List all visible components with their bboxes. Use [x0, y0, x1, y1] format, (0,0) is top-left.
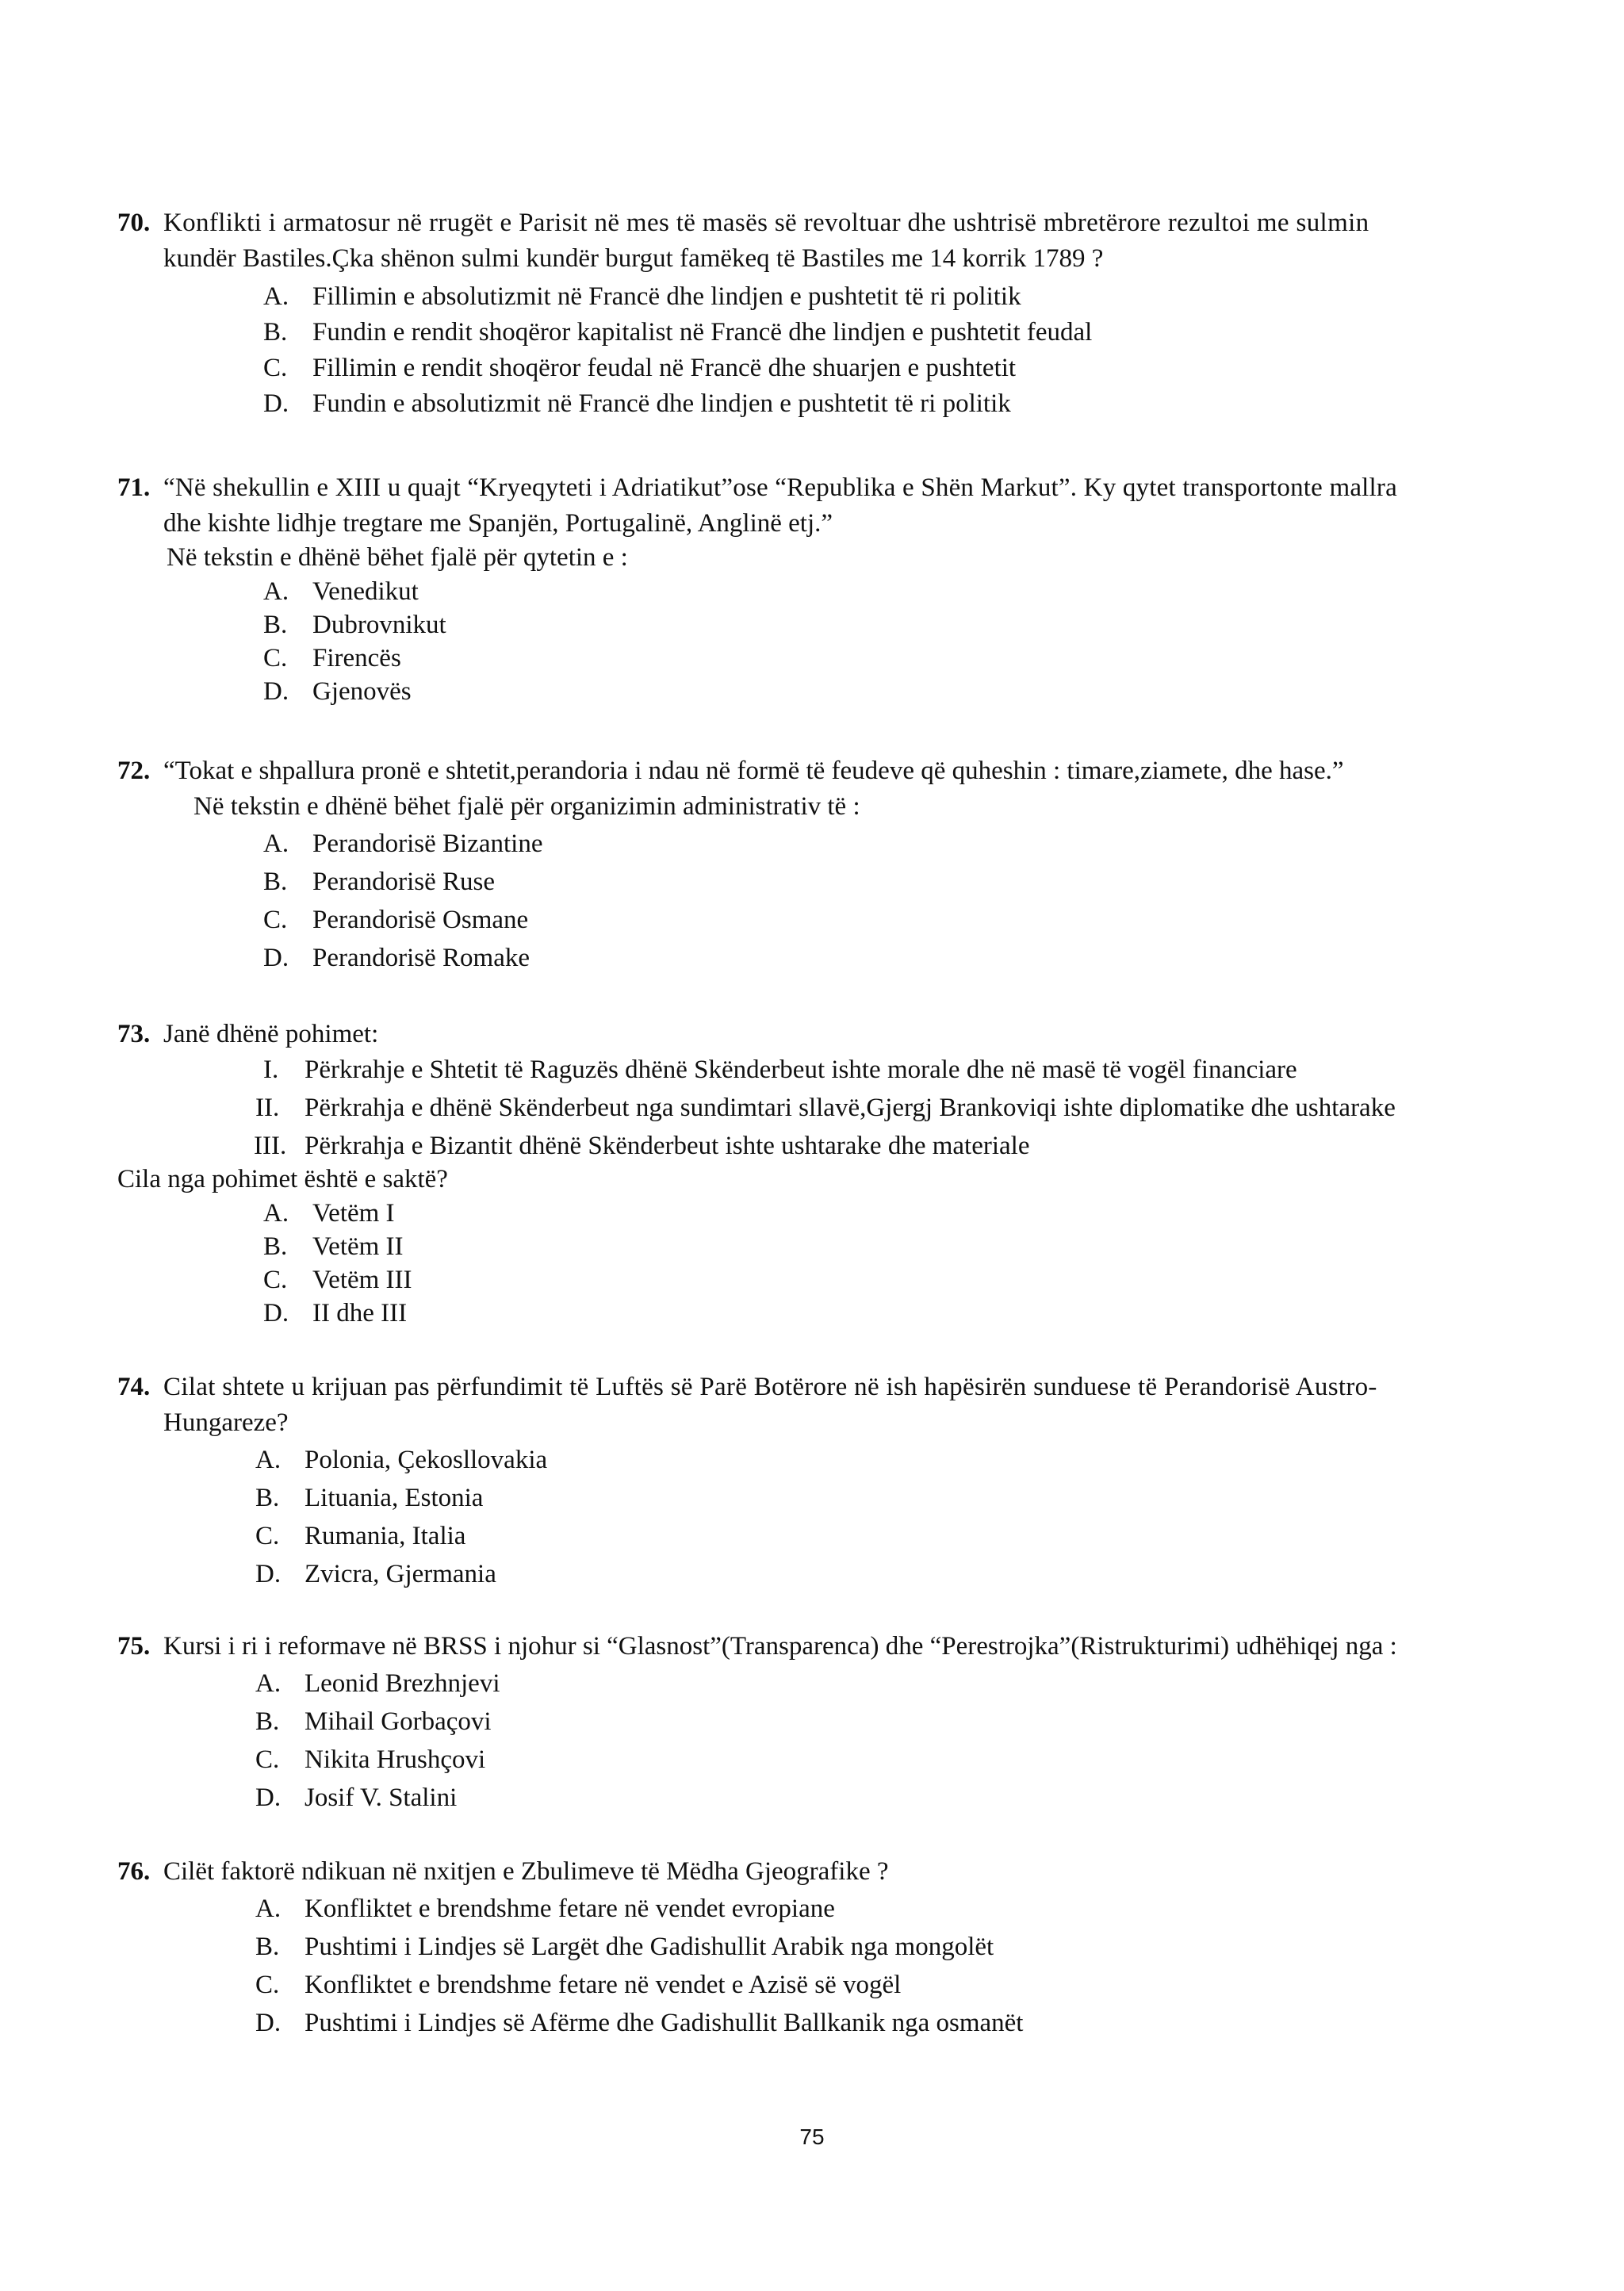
option-text: Perandorisë Romake: [312, 944, 530, 972]
option-b[interactable]: [263, 864, 1525, 902]
option-text: Mihail Gorbaçovi: [304, 1707, 492, 1736]
question-number: 76.: [117, 1857, 151, 1886]
option-text: Perandorisë Bizantine: [312, 829, 543, 858]
options-list: [117, 1196, 1525, 1329]
statement-text: Përkrahje e Shtetit të Raguzës dhënë Skënderbeut ishte morale dhe në masë të vogël financiare: [304, 1055, 1297, 1084]
option-letter: D.: [263, 677, 289, 706]
page-number: 75: [799, 2124, 825, 2149]
question-number: 75.: [117, 1632, 151, 1661]
option-letter: C.: [263, 644, 288, 672]
option-c[interactable]: [263, 351, 1525, 386]
option-letter: B.: [263, 318, 288, 347]
option-d[interactable]: [263, 1296, 1525, 1329]
question-73: [117, 1017, 1525, 1329]
option-b[interactable]: [263, 1229, 1525, 1262]
option-a[interactable]: [263, 574, 1525, 607]
question-text-line: Cilat shtete u krijuan pas përfundimit të Luftës së Parë Botërore në ish hapësirën sunduese të Perandorisë Austro-: [163, 1373, 1377, 1401]
option-c[interactable]: [263, 641, 1525, 674]
statement-text: Përkrahja e dhënë Skënderbeut nga sundimtari sllavë,Gjergj Brankoviqi ishte diplomatike dhe ushtarake: [304, 1094, 1396, 1122]
option-text: Konfliktet e brendshme fetare në vendet evropiane: [304, 1894, 835, 1923]
option-text: Josif V. Stalini: [304, 1783, 458, 1812]
option-b[interactable]: [255, 1929, 1525, 1967]
option-text: Pushtimi i Lindjes së Afërme dhe Gadishullit Ballkanik nga osmanët: [304, 2009, 1024, 2037]
option-letter: B.: [263, 611, 288, 639]
option-a[interactable]: [263, 279, 1525, 315]
option-letter: B.: [255, 1484, 280, 1512]
option-c[interactable]: [263, 902, 1525, 941]
options-list: [117, 826, 1525, 979]
option-text: Fillimin e absolutizmit në Francë dhe lindjen e pushtetit të ri politik: [312, 282, 1021, 311]
question-number: 74.: [117, 1373, 151, 1401]
option-text: Gjenovës: [312, 677, 412, 706]
option-c[interactable]: [255, 1519, 1525, 1557]
option-text: Perandorisë Ruse: [312, 868, 496, 896]
option-letter: A.: [255, 1894, 282, 1923]
option-letter: D.: [263, 944, 289, 972]
option-letter: D.: [263, 1299, 289, 1327]
question-prompt: Në tekstin e dhënë bëhet fjalë për organizimin administrativ të :: [193, 792, 860, 821]
question-number: 70.: [117, 209, 151, 237]
option-text: Firencës: [312, 644, 401, 672]
question-71: [117, 470, 1525, 707]
question-text-line: “Tokat e shpallura pronë e shtetit,perandoria i ndau në formë të feudeve që quheshin : timare,ziamete, dhe hase.”: [163, 757, 1344, 785]
options-list: [117, 1442, 1525, 1595]
option-letter: C.: [255, 1745, 280, 1774]
options-list: [117, 1891, 1525, 2044]
question-line: [117, 1629, 1525, 1665]
option-letter: D.: [255, 1783, 282, 1812]
option-a[interactable]: [255, 1891, 1525, 1929]
question-76: [117, 1854, 1525, 2044]
statements-list: [117, 1052, 1525, 1162]
option-letter: D.: [255, 1560, 282, 1588]
option-letter: C.: [263, 1266, 288, 1294]
question-line: [117, 470, 1525, 506]
option-text: Fundin e absolutizmit në Francë dhe lindjen e pushtetit të ri politik: [312, 389, 1011, 418]
question-line: [117, 1017, 1525, 1052]
option-d[interactable]: [255, 1557, 1525, 1595]
option-a[interactable]: [255, 1442, 1525, 1481]
question-number: 72.: [117, 757, 151, 785]
option-a[interactable]: [263, 826, 1525, 864]
option-letter: C.: [263, 906, 288, 934]
option-b[interactable]: [255, 1481, 1525, 1519]
option-text: Pushtimi i Lindjes së Largët dhe Gadishullit Arabik nga mongolët: [304, 1933, 994, 1961]
options-list: [117, 1666, 1525, 1818]
statement-2: [255, 1090, 1525, 1128]
question-75: [117, 1629, 1525, 1818]
option-text: Venedikut: [312, 577, 419, 606]
question-line: [117, 205, 1525, 241]
question-line: [117, 753, 1525, 789]
option-text: Lituania, Estonia: [304, 1484, 484, 1512]
option-letter: A.: [263, 282, 289, 311]
option-letter: A.: [263, 577, 289, 606]
option-text: Leonid Brezhnjevi: [304, 1669, 500, 1698]
option-text: Dubrovnikut: [312, 611, 446, 639]
statement-numeral: I.: [263, 1055, 279, 1084]
option-c[interactable]: [255, 1742, 1525, 1780]
question-text-line: kundër Bastiles.Çka shënon sulmi kundër burgut famëkeq të Bastiles me 14 korrik 1789 ?: [163, 244, 1104, 273]
question-text-line: dhe kishte lidhje tregtare me Spanjën, Portugalinë, Anglinë etj.”: [163, 509, 833, 538]
option-text: Perandorisë Osmane: [312, 906, 529, 934]
option-letter: D.: [255, 2009, 282, 2037]
statement-text: Përkrahja e Bizantit dhënë Skënderbeut ishte ushtarake dhe materiale: [304, 1132, 1030, 1160]
option-c[interactable]: [263, 1262, 1525, 1296]
option-d[interactable]: [263, 941, 1525, 979]
question-74: [117, 1370, 1525, 1595]
options-list: [117, 279, 1525, 422]
question-text-line: Hungareze?: [163, 1408, 289, 1437]
option-letter: C.: [255, 1522, 280, 1550]
option-text: Vetëm II: [312, 1232, 404, 1261]
option-text: Vetëm I: [312, 1199, 395, 1228]
question-line: [117, 1854, 1525, 1890]
option-text: Konfliktet e brendshme fetare në vendet e Azisë së vogël: [304, 1971, 902, 1999]
option-text: II dhe III: [312, 1299, 408, 1327]
question-line: [117, 1370, 1525, 1405]
statement-numeral: II.: [255, 1094, 280, 1122]
option-d[interactable]: [255, 2006, 1525, 2044]
option-letter: C.: [263, 354, 288, 382]
question-text-line: “Në shekullin e XIII u quajt “Kryeqyteti i Adriatikut”ose “Republika e Shën Markut”. Ky qytet transportonte mallra: [163, 473, 1397, 502]
question-text-line: Cilët faktorë ndikuan në nxitjen e Zbulimeve të Mëdha Gjeografike ?: [163, 1857, 889, 1886]
question-70: [117, 205, 1525, 422]
statement-1: [255, 1052, 1525, 1090]
question-text-line: Janë dhënë pohimet:: [163, 1020, 379, 1048]
options-list: [117, 574, 1525, 707]
option-d[interactable]: [255, 1780, 1525, 1818]
option-letter: B.: [263, 1232, 288, 1261]
option-d[interactable]: [263, 386, 1525, 422]
option-letter: B.: [255, 1933, 280, 1961]
option-text: Fundin e rendit shoqëror kapitalist në Francë dhe lindjen e pushtetit feudal: [312, 318, 1093, 347]
option-text: Vetëm III: [312, 1266, 412, 1294]
option-letter: A.: [263, 829, 289, 858]
question-number: 71.: [117, 473, 151, 502]
option-text: Polonia, Çekosllovakia: [304, 1446, 548, 1474]
option-letter: C.: [255, 1971, 280, 1999]
option-c[interactable]: [255, 1967, 1525, 2006]
option-text: Rumania, Italia: [304, 1522, 466, 1550]
statement-numeral: III.: [254, 1132, 287, 1160]
option-d[interactable]: [263, 674, 1525, 707]
option-letter: A.: [255, 1669, 282, 1698]
option-a[interactable]: [263, 1196, 1525, 1229]
option-b[interactable]: [263, 607, 1525, 641]
option-a[interactable]: [255, 1666, 1525, 1704]
option-letter: A.: [263, 1199, 289, 1228]
option-b[interactable]: [255, 1704, 1525, 1742]
question-72: [117, 753, 1525, 979]
option-text: Nikita Hrushçovi: [304, 1745, 486, 1774]
question-prompt: Cila nga pohimet është e saktë?: [117, 1165, 448, 1193]
option-letter: B.: [263, 868, 288, 896]
option-letter: D.: [263, 389, 289, 418]
question-prompt: Në tekstin e dhënë bëhet fjalë për qytetin e :: [167, 543, 628, 572]
question-text-line: Konflikti i armatosur në rrugët e Parisit në mes të masës së revoltuar dhe ushtrisë mbretërore rezultoi me sulmin: [163, 209, 1369, 237]
option-b[interactable]: [263, 315, 1525, 351]
option-text: Fillimin e rendit shoqëror feudal në Francë dhe shuarjen e pushtetit: [312, 354, 1017, 382]
option-letter: A.: [255, 1446, 282, 1474]
option-text: Zvicra, Gjermania: [304, 1560, 496, 1588]
option-letter: B.: [255, 1707, 280, 1736]
question-number: 73.: [117, 1020, 151, 1048]
question-text-line: Kursi i ri i reformave në BRSS i njohur si “Glasnost”(Transparenca) dhe “Perestrojka”(Ristrukturimi) udhëhiqej nga :: [163, 1632, 1397, 1661]
statement-3: [255, 1128, 1525, 1162]
